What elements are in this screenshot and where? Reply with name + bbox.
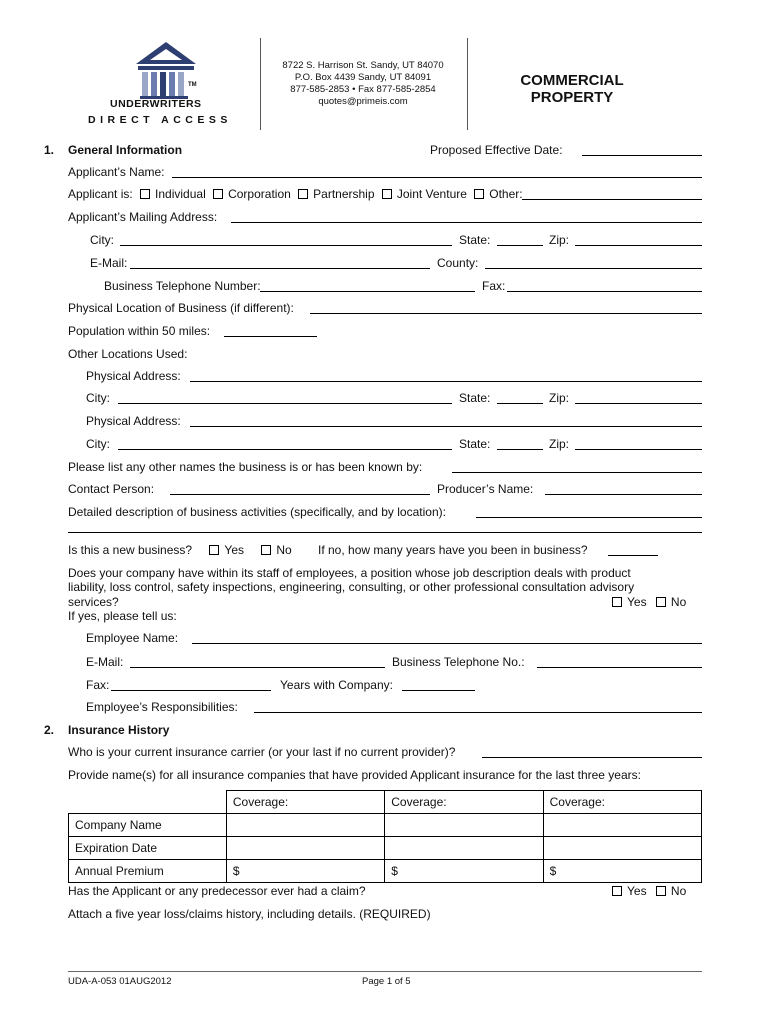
effective-date-field[interactable] [582, 155, 702, 156]
population-field[interactable] [224, 336, 317, 337]
years-with-company-field[interactable] [402, 690, 475, 691]
company-logo [88, 38, 248, 130]
physical-address-label: Physical Address: [86, 369, 181, 383]
company-cell[interactable] [543, 814, 701, 837]
no-label: No [670, 595, 687, 609]
current-carrier-field[interactable] [482, 757, 702, 758]
logo-tm: TM [188, 82, 197, 88]
address-email: quotes@primeis.com [318, 96, 408, 107]
row-label-company: Company Name [69, 814, 227, 837]
company-cell[interactable] [385, 814, 543, 837]
expiration-cell[interactable] [543, 837, 701, 860]
city-field[interactable] [118, 449, 452, 450]
email-label: E-Mail: [90, 256, 128, 270]
zip-label: Zip: [549, 233, 570, 247]
table-header-row [69, 791, 702, 814]
staff-no-checkbox[interactable] [656, 597, 666, 607]
business-phone-field[interactable] [260, 291, 475, 292]
physical-location-label: Physical Location of Business (if different): [68, 301, 294, 315]
form-title-line1: COMMERCIAL [520, 72, 624, 89]
coverage-header: Coverage: [543, 791, 701, 814]
section-header-insurance: Insurance History [68, 723, 170, 737]
other-label: Other: [489, 187, 523, 201]
other-checkbox[interactable] [474, 189, 484, 199]
county-label: County: [437, 256, 479, 270]
page-number: Page 1 of 5 [362, 976, 411, 987]
company-cell[interactable] [226, 814, 384, 837]
row-label-premium: Annual Premium [69, 860, 227, 883]
staff-yes-no [612, 595, 686, 609]
other-locations-label: Other Locations Used: [68, 347, 188, 361]
city-label: City: [86, 391, 110, 405]
yes-label: Yes [627, 884, 647, 898]
fax-field[interactable] [507, 291, 702, 292]
email-field[interactable] [130, 268, 430, 269]
section-number: 2. [44, 723, 55, 737]
form-id: UDA-A-053 01AUG2012 [68, 976, 172, 987]
business-phone-label: Business Telephone Number: [104, 279, 261, 293]
staff-yes-checkbox[interactable] [612, 597, 622, 607]
section-header-general: General Information [68, 143, 183, 157]
table-row [69, 837, 702, 860]
current-carrier-label: Who is your current insurance carrier (or your last if no current provider)? [68, 745, 456, 759]
new-business-no-checkbox[interactable] [261, 545, 271, 555]
coverage-header: Coverage: [226, 791, 384, 814]
mailing-address-field[interactable] [231, 222, 702, 223]
state-field[interactable] [497, 245, 543, 246]
yes-label: Yes [224, 543, 244, 557]
applicant-type-row [68, 187, 523, 201]
staff-question-line2: liability, loss control, safety inspections, engineering, consulting, or other professional consultation advisory [68, 580, 635, 594]
state-field[interactable] [497, 449, 543, 450]
yes-label: Yes [627, 595, 647, 609]
business-description-label: Detailed description of business activities (specifically, and by location): [68, 505, 446, 519]
header-divider-left [260, 38, 261, 130]
employee-fax-label: Fax: [86, 678, 110, 692]
employee-phone-field[interactable] [537, 667, 702, 668]
employee-name-label: Employee Name: [86, 631, 179, 645]
employee-email-field[interactable] [130, 667, 385, 668]
applicant-name-field[interactable] [172, 177, 702, 178]
years-with-company-label: Years with Company: [280, 678, 393, 692]
other-names-label: Please list any other names the business is or has been known by: [68, 460, 423, 474]
effective-date-label: Proposed Effective Date: [430, 143, 563, 157]
responsibilities-label: Employee’s Responsibilities: [86, 700, 238, 714]
address-line: 8722 S. Harrison St. Sandy, UT 84070 [282, 60, 444, 71]
claim-question-label: Has the Applicant or any predecessor ever had a claim? [68, 884, 366, 898]
producer-name-label: Producer’s Name: [437, 482, 534, 496]
employee-phone-label: Business Telephone No.: [392, 655, 525, 669]
business-description-field-2[interactable] [68, 532, 702, 533]
business-description-field[interactable] [476, 517, 702, 518]
new-business-yes-checkbox[interactable] [209, 545, 219, 555]
years-in-business-field[interactable] [608, 555, 658, 556]
partnership-label: Partnership [313, 187, 375, 201]
staff-question-line1: Does your company have within its staff of employees, a position whose job description deals with product [68, 566, 631, 580]
years-in-business-label: If no, how many years have you been in business? [318, 543, 588, 557]
applicant-name-label: Applicant’s Name: [68, 165, 165, 179]
mailing-address-label: Applicant’s Mailing Address: [68, 210, 218, 224]
address-phone: 877-585-2853 • Fax 877-585-2854 [290, 84, 436, 95]
physical-address-field[interactable] [190, 381, 702, 382]
no-label: No [670, 884, 687, 898]
applicant-is-label: Applicant is: [68, 187, 133, 201]
claim-no-checkbox[interactable] [656, 886, 666, 896]
section-number: 1. [44, 143, 55, 157]
logo-name-line2: DIRECT ACCESS [88, 114, 232, 126]
if-yes-label: If yes, please tell us: [68, 609, 177, 623]
coverage-header: Coverage: [385, 791, 543, 814]
zip-label: Zip: [549, 437, 570, 451]
contact-person-field[interactable] [170, 494, 430, 495]
address-line: P.O. Box 4439 Sandy, UT 84091 [294, 72, 432, 83]
premium-cell[interactable]: $ [226, 860, 384, 883]
insurance-history-table [68, 790, 702, 883]
employee-fax-field[interactable] [111, 690, 271, 691]
prior-carriers-label: Provide name(s) for all insurance companies that have provided Applicant insurance for the last three years: [68, 768, 641, 782]
new-business-label: Is this a new business? [68, 543, 193, 557]
new-business-row [68, 543, 292, 557]
city-label: City: [90, 233, 114, 247]
footer-rule [68, 971, 702, 972]
fax-label: Fax: [482, 279, 506, 293]
no-label: No [276, 543, 292, 557]
state-label: State: [459, 437, 491, 451]
population-label: Population within 50 miles: [68, 324, 211, 338]
table-row [69, 860, 702, 883]
physical-address-label: Physical Address: [86, 414, 181, 428]
state-field[interactable] [497, 403, 543, 404]
staff-question-line3: services? [68, 595, 119, 609]
state-label: State: [459, 233, 491, 247]
state-label: State: [459, 391, 491, 405]
zip-label: Zip: [549, 391, 570, 405]
other-names-field[interactable] [452, 472, 702, 473]
premium-cell[interactable]: $ [543, 860, 701, 883]
physical-location-field[interactable] [310, 313, 702, 314]
physical-address-field[interactable] [190, 426, 702, 427]
claim-yes-checkbox[interactable] [612, 886, 622, 896]
other-field[interactable] [522, 199, 702, 200]
zip-field[interactable] [575, 403, 702, 404]
form-title-line2: PROPERTY [530, 89, 614, 106]
corporation-label: Corporation [228, 187, 291, 201]
individual-label: Individual [155, 187, 206, 201]
claim-yes-no [612, 884, 686, 898]
joint-venture-label: Joint Venture [396, 187, 467, 201]
row-label-expiration: Expiration Date [69, 837, 227, 860]
partnership-checkbox[interactable] [298, 189, 308, 199]
city-field[interactable] [118, 403, 452, 404]
individual-checkbox[interactable] [140, 189, 150, 199]
expiration-cell[interactable] [385, 837, 543, 860]
zip-field[interactable] [575, 449, 702, 450]
producer-name-field[interactable] [545, 494, 702, 495]
attach-history-label: Attach a five year loss/claims history, including details. (REQUIRED) [68, 907, 431, 921]
responsibilities-field[interactable] [254, 712, 702, 713]
employee-name-field[interactable] [192, 643, 702, 644]
county-field[interactable] [485, 268, 702, 269]
premium-cell[interactable]: $ [385, 860, 543, 883]
city-label: City: [86, 437, 110, 451]
table-row [69, 814, 702, 837]
corporation-checkbox[interactable] [213, 189, 223, 199]
building-logo-icon [88, 38, 248, 100]
contact-person-label: Contact Person: [68, 482, 155, 496]
zip-field[interactable] [575, 245, 702, 246]
city-field[interactable] [120, 245, 452, 246]
employee-email-label: E-Mail: [86, 655, 124, 669]
expiration-cell[interactable] [226, 837, 384, 860]
header-divider-right [467, 38, 468, 130]
joint-venture-checkbox[interactable] [382, 189, 392, 199]
logo-name-line1: UNDERWRITERS [110, 98, 202, 110]
